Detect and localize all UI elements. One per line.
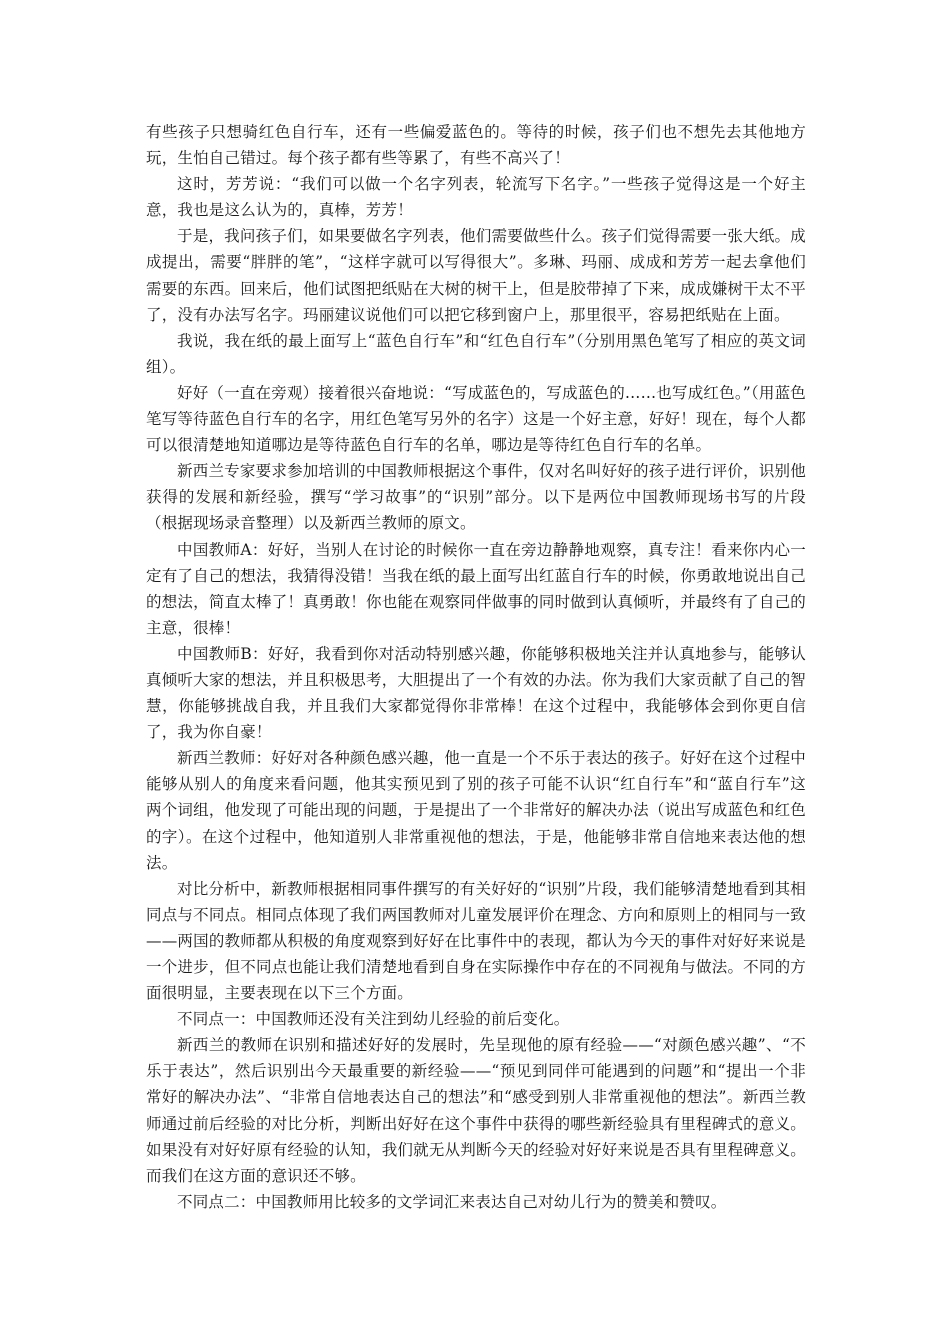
- paragraph-teacher-b: 中国教师B：好好，我看到你对活动特别感兴趣，你能够积极地关注并认真地参与，能够认真倾听大家的想法，并且积极思考，大胆提出了一个有效的办法。你为我们大家贡献了自己的智慧，你能够挑战自我，并且我们大家都觉得你非常棒！在这个过程中，我能够体会到你更自信了，我为你自豪！: [146, 644, 806, 742]
- paragraph: 新西兰专家要求参加培训的中国教师根据这个事件，仅对名叫好好的孩子进行评价，识别他获得的发展和新经验，撰写“学习故事”的“识别”部分。以下是两位中国教师现场书写的片段（根据现场录音整理）以及新西兰教师的原文。: [146, 462, 806, 533]
- paragraph: 我说，我在纸的最上面写上“蓝色自行车”和“红色自行车”（分别用黑色笔写了相应的英文词组）。: [146, 331, 806, 376]
- paragraph: 新西兰的教师在识别和描述好好的发展时，先呈现他的原有经验——“对颜色感兴趣”、“不乐于表达”，然后识别出今天最重要的新经验——“预见到同伴可能遇到的问题”和“提出一个非常好的解决办法”、“非常自信地表达自己的想法”和“感受到别人非常重视他的想法”。新西兰教师通过前后经验的对比分析，判断出好好在这个事件中获得的哪些新经验具有里程碑式的意义。如果没有对好好原有经验的认知，我们就无从判断今天的经验对好好来说是否具有里程碑意义。而我们在这方面的意识还不够。: [146, 1036, 806, 1185]
- paragraph: 这时，芳芳说：“我们可以做一个名字列表，轮流写下名字。”一些孩子觉得这是一个好主意，我也是这么认为的，真棒，芳芳！: [146, 175, 806, 220]
- paragraph-continued: 有些孩子只想骑红色自行车，还有一些偏爱蓝色的。等待的时候，孩子们也不想先去其他地方玩，生怕自己错过。每个孩子都有些等累了，有些不高兴了！: [146, 123, 806, 168]
- paragraph-teacher-a: 中国教师A：好好，当别人在讨论的时候你一直在旁边静静地观察，真专注！看来你内心一定有了自己的想法，我猜得没错！当我在纸的最上面写出红蓝自行车的时候，你勇敢地说出自己的想法，简直太棒了！真勇敢！你也能在观察同伴做事的同时做到认真倾听，并最终有了自己的主意，很棒！: [146, 540, 806, 637]
- paragraph: 对比分析中，新教师根据相同事件撰写的有关好好的“识别”片段，我们能够清楚地看到其相同点与不同点。相同点体现了我们两国教师对儿童发展评价在理念、方向和原则上的相同与一致——两国的教师都从积极的角度观察到好好在比事件中的表现，都认为今天的事件对好好来说是一个进步，但不同点也能让我们清楚地看到自身在实际操作中存在的不同视角与做法。不同的方面很明显，主要表现在以下三个方面。: [146, 879, 806, 1003]
- paragraph-nz-teacher: 新西兰教师：好好对各种颜色感兴趣，他一直是一个不乐于表达的孩子。好好在这个过程中能够从别人的角度来看问题，他其实预见到了别的孩子可能不认识“红自行车”和“蓝自行车”这两个词组，他发现了可能出现的问题，于是提出了一个非常好的解决办法（说出写成蓝色和红色的字）。在这个过程中，他知道别人非常重视他的想法，于是，他能够非常自信地来表达他的想法。: [146, 749, 806, 872]
- paragraph: 于是，我问孩子们，如果要做名字列表，他们需要做些什么。孩子们觉得需要一张大纸。成成提出，需要“胖胖的笔”，“这样字就可以写得很大”。多琳、玛丽、成成和芳芳一起去拿他们需要的东西。回来后，他们试图把纸贴在大树的树干上，但是胶带掉了下来，成成嫌树干太不平了，没有办法写名字。玛丽建议说他们可以把它移到窗户上，那里很平，容易把纸贴在上面。: [146, 227, 806, 324]
- paragraph: 好好（一直在旁观）接着很兴奋地说：“写成蓝色的，写成蓝色的……也写成红色。”（用蓝色笔写等待蓝色自行车的名字，用红色笔写另外的名字）这是一个好主意，好好！现在，每个人都可以很清楚地知道哪边是等待蓝色自行车的名单，哪边是等待红色自行车的名单。: [146, 383, 806, 455]
- paragraph-difference-two: 不同点二：中国教师用比较多的文学词汇来表达自己对幼儿行为的赞美和赞叹。: [177, 1192, 727, 1211]
- document-body: [146, 119, 806, 1215]
- paragraph-difference-one: 不同点一：中国教师还没有关注到幼儿经验的前后变化。: [177, 1010, 570, 1029]
